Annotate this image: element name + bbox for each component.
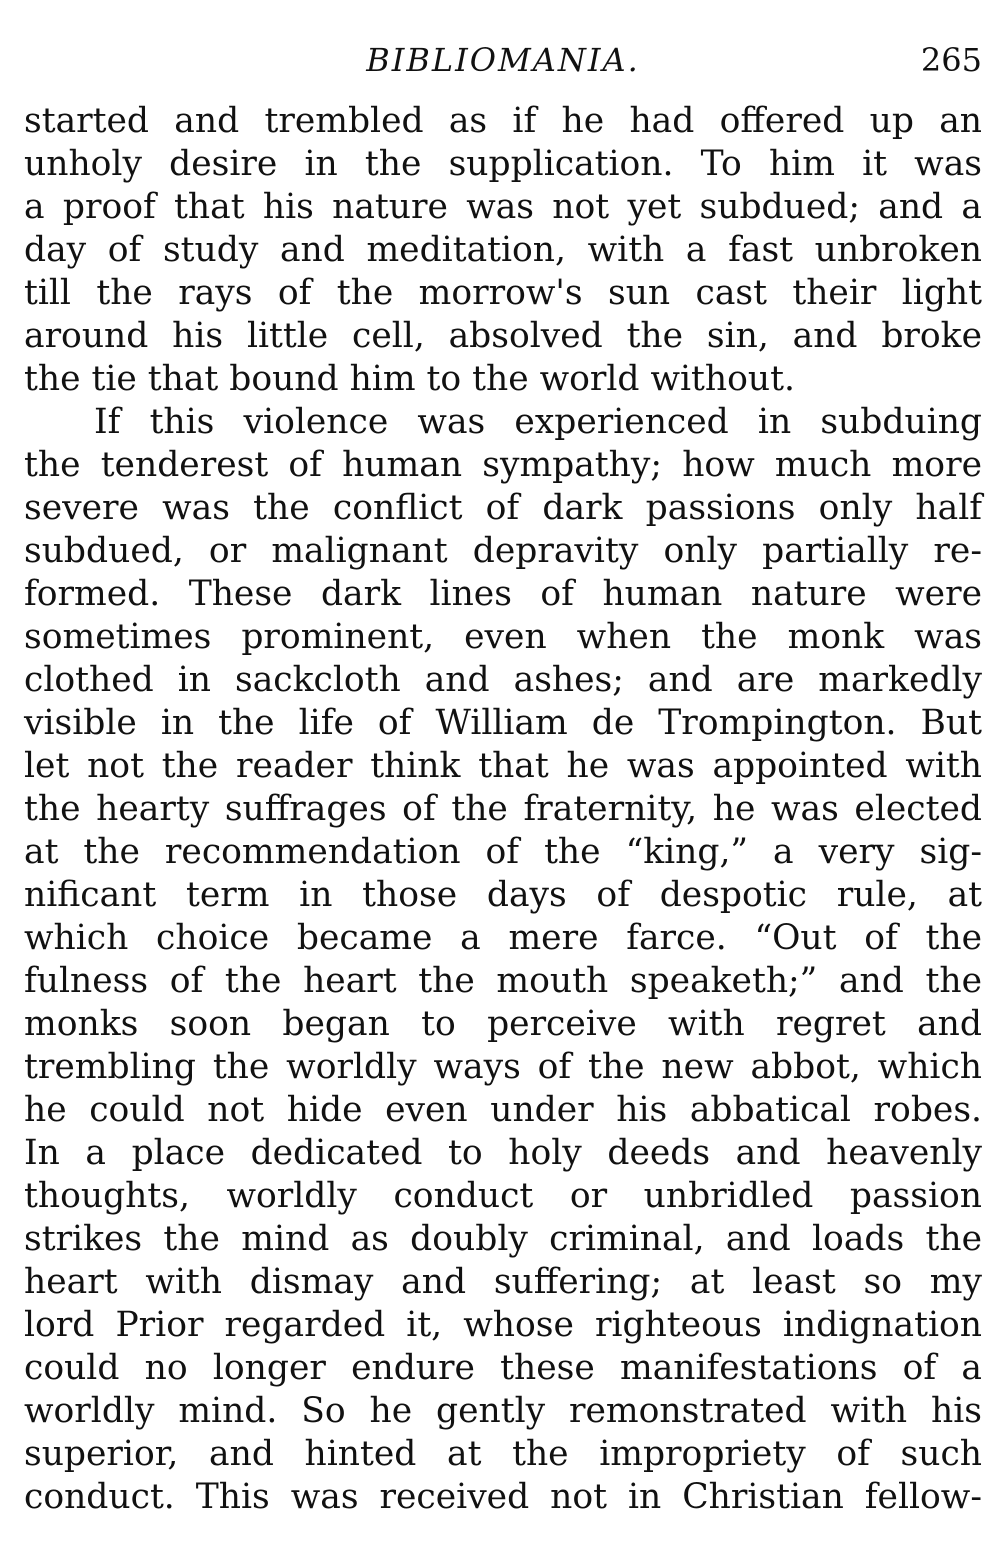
text-line: the hearty suffrages of the fraternity, he was elected: [24, 789, 982, 829]
running-head: [24, 36, 982, 84]
text-line: fulness of the heart the mouth speaketh;” and the: [24, 961, 982, 1001]
paragraph: [24, 401, 982, 1519]
text-line: conduct. This was received not in Christian fellow-: [24, 1477, 982, 1517]
text-line: clothed in sackcloth and ashes; and are markedly: [24, 660, 982, 700]
body-text: [24, 100, 982, 1519]
text-line: superior, and hinted at the impropriety of such: [24, 1434, 982, 1474]
text-line: worldly mind. So he gently remonstrated with his: [24, 1391, 982, 1431]
page-number: 265: [920, 41, 982, 79]
running-title: BIBLIOMANIA.: [366, 41, 640, 79]
text-line: lord Prior regarded it, whose righteous indignation: [24, 1305, 982, 1345]
text-line: monks soon began to perceive with regret and: [24, 1004, 982, 1044]
text-line: unholy desire in the supplication. To him it was: [24, 144, 982, 184]
text-line: In a place dedicated to holy deeds and heavenly: [24, 1133, 982, 1173]
text-line: at the recommendation of the “king,” a very sig-: [24, 832, 982, 872]
text-line: started and trembled as if he had offered up an: [24, 101, 982, 141]
text-line: thoughts, worldly conduct or unbridled passion: [24, 1176, 982, 1216]
text-line: sometimes prominent, even when the monk was: [24, 617, 982, 657]
text-line: he could not hide even under his abbatical robes.: [24, 1090, 982, 1130]
text-line: which choice became a mere farce. “Out of the: [24, 918, 982, 958]
text-line: could no longer endure these manifestations of a: [24, 1348, 982, 1388]
text-line: formed. These dark lines of human nature were: [24, 574, 982, 614]
text-line: strikes the mind as doubly criminal, and loads the: [24, 1219, 982, 1259]
text-line: trembling the worldly ways of the new abbot, which: [24, 1047, 982, 1087]
text-line: If this violence was experienced in subduing: [94, 402, 982, 442]
text-line: nificant term in those days of despotic rule, at: [24, 875, 982, 915]
text-line: subdued, or malignant depravity only partially re-: [24, 531, 982, 571]
text-line: visible in the life of William de Trompington. But: [24, 703, 982, 743]
text-line: a proof that his nature was not yet subdued; and a: [24, 187, 982, 227]
paragraph: [24, 100, 982, 401]
text-line: around his little cell, absolved the sin, and broke: [24, 316, 982, 356]
text-line: day of study and meditation, with a fast unbroken: [24, 230, 982, 270]
text-line: let not the reader think that he was appointed with: [24, 746, 982, 786]
text-line: till the rays of the morrow's sun cast their light: [24, 273, 982, 313]
text-line: heart with dismay and suffering; at least so my: [24, 1262, 982, 1302]
text-line: severe was the conflict of dark passions only half: [24, 488, 982, 528]
text-line: the tie that bound him to the world without.: [24, 359, 795, 399]
text-line: the tenderest of human sympathy; how much more: [24, 445, 982, 485]
